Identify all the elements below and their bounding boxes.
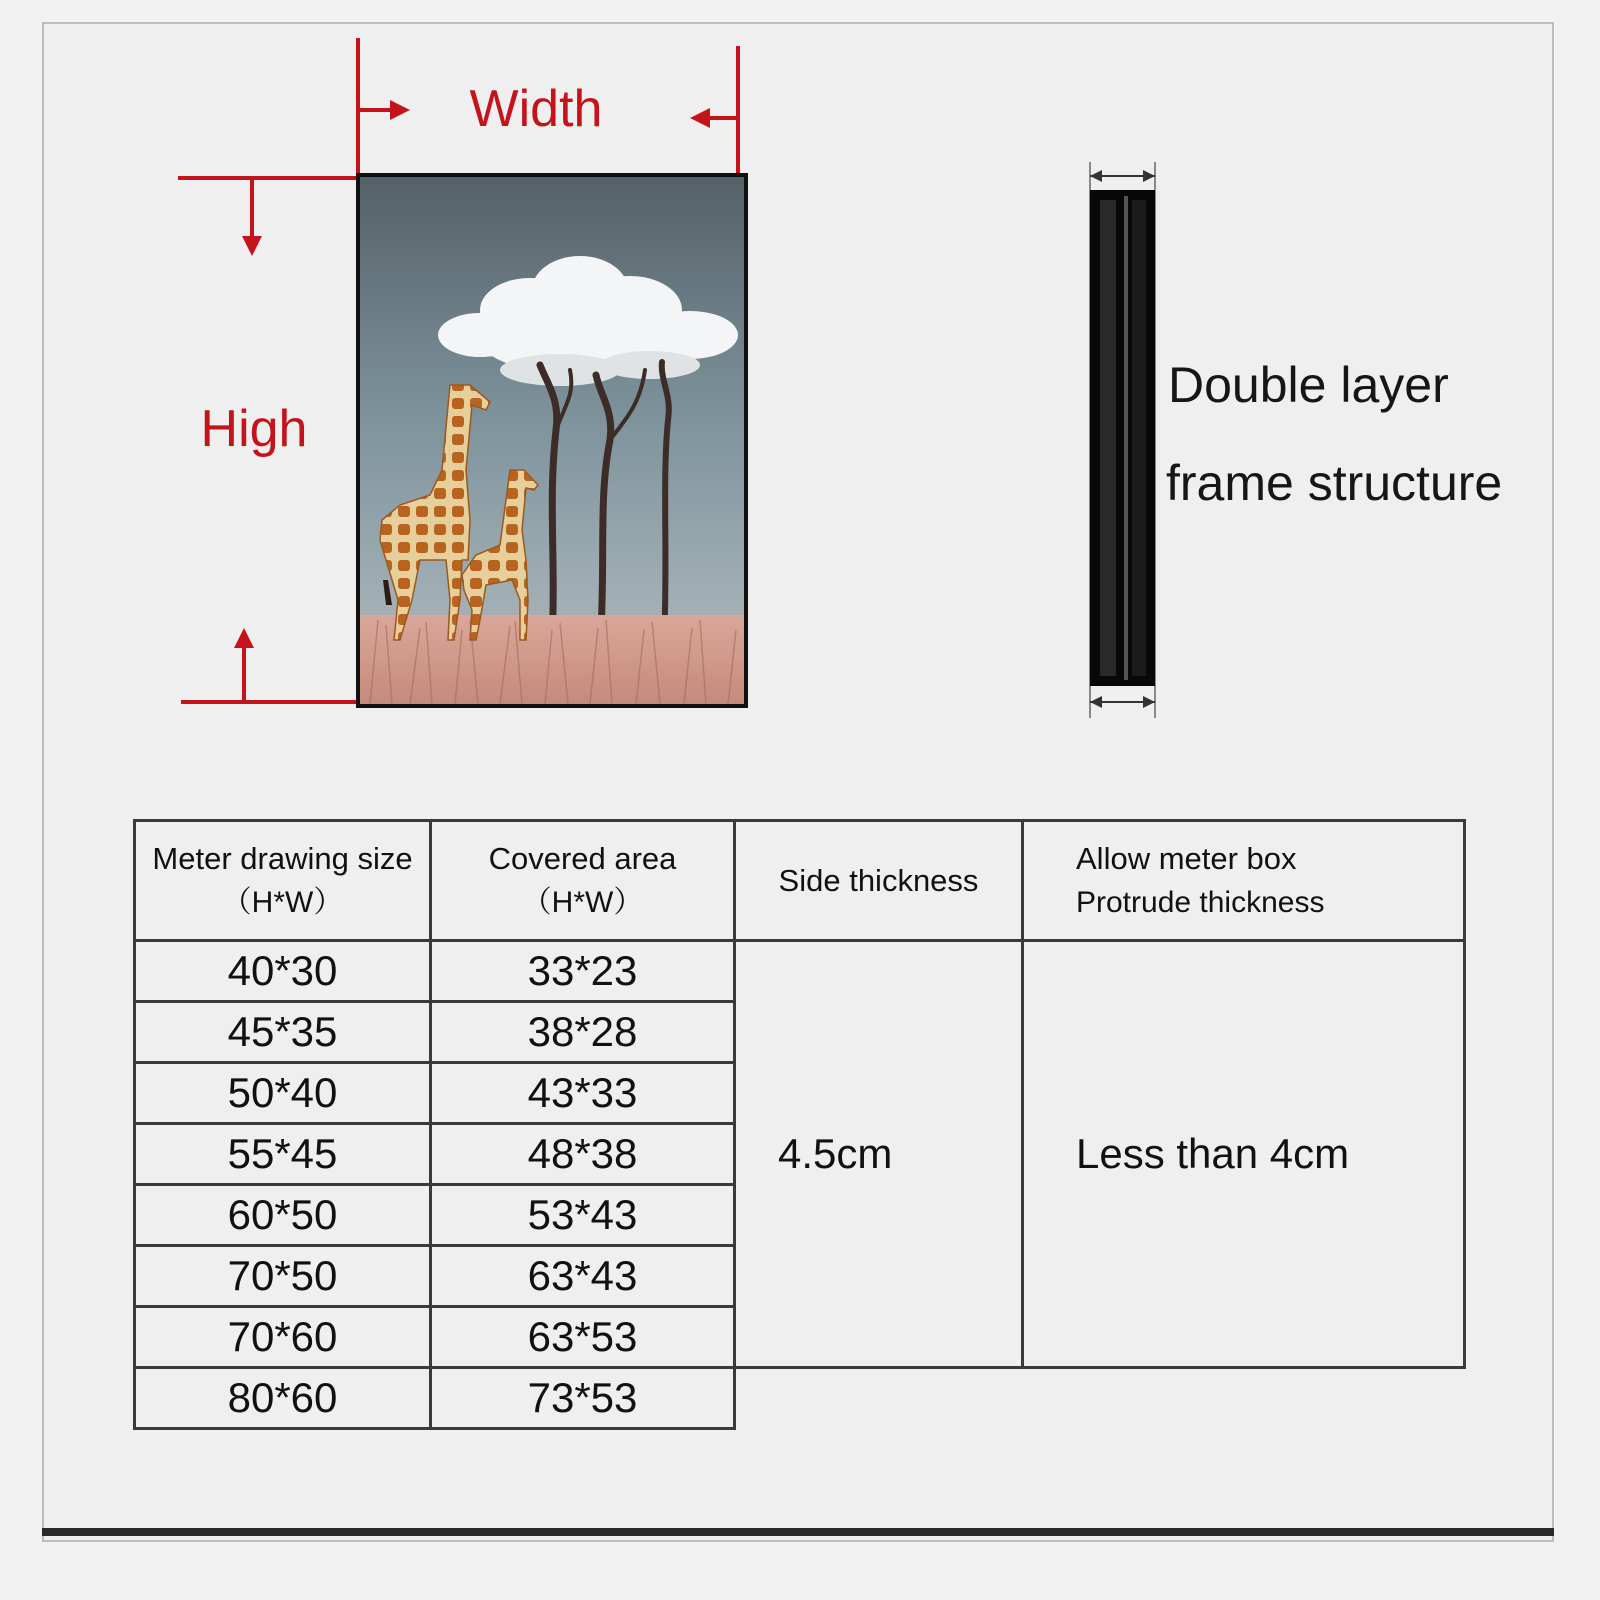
header-drawing-size-line1: Meter drawing size <box>152 840 413 876</box>
protrude-thickness-cell <box>1023 941 1465 1368</box>
covered-area-cell: 63*53 <box>431 1307 735 1368</box>
header-covered-area-line1: Covered area <box>488 840 677 876</box>
size-spec-table <box>133 819 1466 1430</box>
header-protrude-thickness <box>1023 821 1465 941</box>
width-label: Width <box>469 80 603 138</box>
header-protrude-line1: Allow meter box <box>1076 840 1297 876</box>
drawing-size-cell: 40*30 <box>135 941 431 1002</box>
header-drawing-size-line2: （H*W） <box>221 885 344 919</box>
arrow-left-icon <box>690 108 710 128</box>
header-protrude-line2: Protrude thickness <box>1076 885 1325 919</box>
frame-cross-section <box>1090 162 1155 718</box>
table-row <box>135 941 1465 1002</box>
covered-area-cell: 63*43 <box>431 1246 735 1307</box>
covered-area-cell: 33*23 <box>431 941 735 1002</box>
frame-structure-label-line2: frame structure <box>1166 455 1503 511</box>
drawing-size-cell: 80*60 <box>135 1368 431 1429</box>
drawing-size-cell: 50*40 <box>135 1063 431 1124</box>
height-label: High <box>200 400 308 458</box>
side-thickness-cell <box>735 941 1023 1368</box>
drawing-size-cell: 55*45 <box>135 1124 431 1185</box>
arrow-right-icon <box>1143 170 1155 182</box>
framed-painting <box>358 175 746 706</box>
arrow-right-icon <box>1143 696 1155 708</box>
table-header-row <box>135 821 1465 941</box>
empty-cell <box>735 1368 1023 1429</box>
table-row <box>135 1368 1465 1429</box>
drawing-size-cell: 70*60 <box>135 1307 431 1368</box>
covered-area-cell: 53*43 <box>431 1185 735 1246</box>
side-thickness-value: 4.5cm <box>778 1130 893 1177</box>
header-covered-area <box>431 821 735 941</box>
covered-area-cell: 73*53 <box>431 1368 735 1429</box>
arrow-right-icon <box>390 100 410 120</box>
width-dimension <box>358 38 738 178</box>
drawing-size-cell: 60*50 <box>135 1185 431 1246</box>
covered-area-cell: 48*38 <box>431 1124 735 1185</box>
empty-cell <box>1023 1368 1465 1429</box>
header-covered-area-line2: （H*W） <box>521 885 644 919</box>
covered-area-cell: 43*33 <box>431 1063 735 1124</box>
drawing-size-cell: 45*35 <box>135 1002 431 1063</box>
arrow-down-icon <box>242 236 262 256</box>
arrow-left-icon <box>1090 696 1102 708</box>
drawing-size-cell: 70*50 <box>135 1246 431 1307</box>
header-drawing-size <box>135 821 431 941</box>
frame-structure-label-line1: Double layer <box>1168 357 1449 413</box>
header-side-thickness-line1: Side thickness <box>778 862 979 898</box>
covered-area-cell: 38*28 <box>431 1002 735 1063</box>
arrow-up-icon <box>234 628 254 648</box>
protrude-thickness-value: Less than 4cm <box>1076 1130 1350 1177</box>
height-dimension <box>178 178 356 702</box>
grass-field <box>360 615 744 704</box>
panel-bottom-edge <box>42 1528 1554 1536</box>
arrow-left-icon <box>1090 170 1102 182</box>
header-side-thickness <box>735 821 1023 941</box>
